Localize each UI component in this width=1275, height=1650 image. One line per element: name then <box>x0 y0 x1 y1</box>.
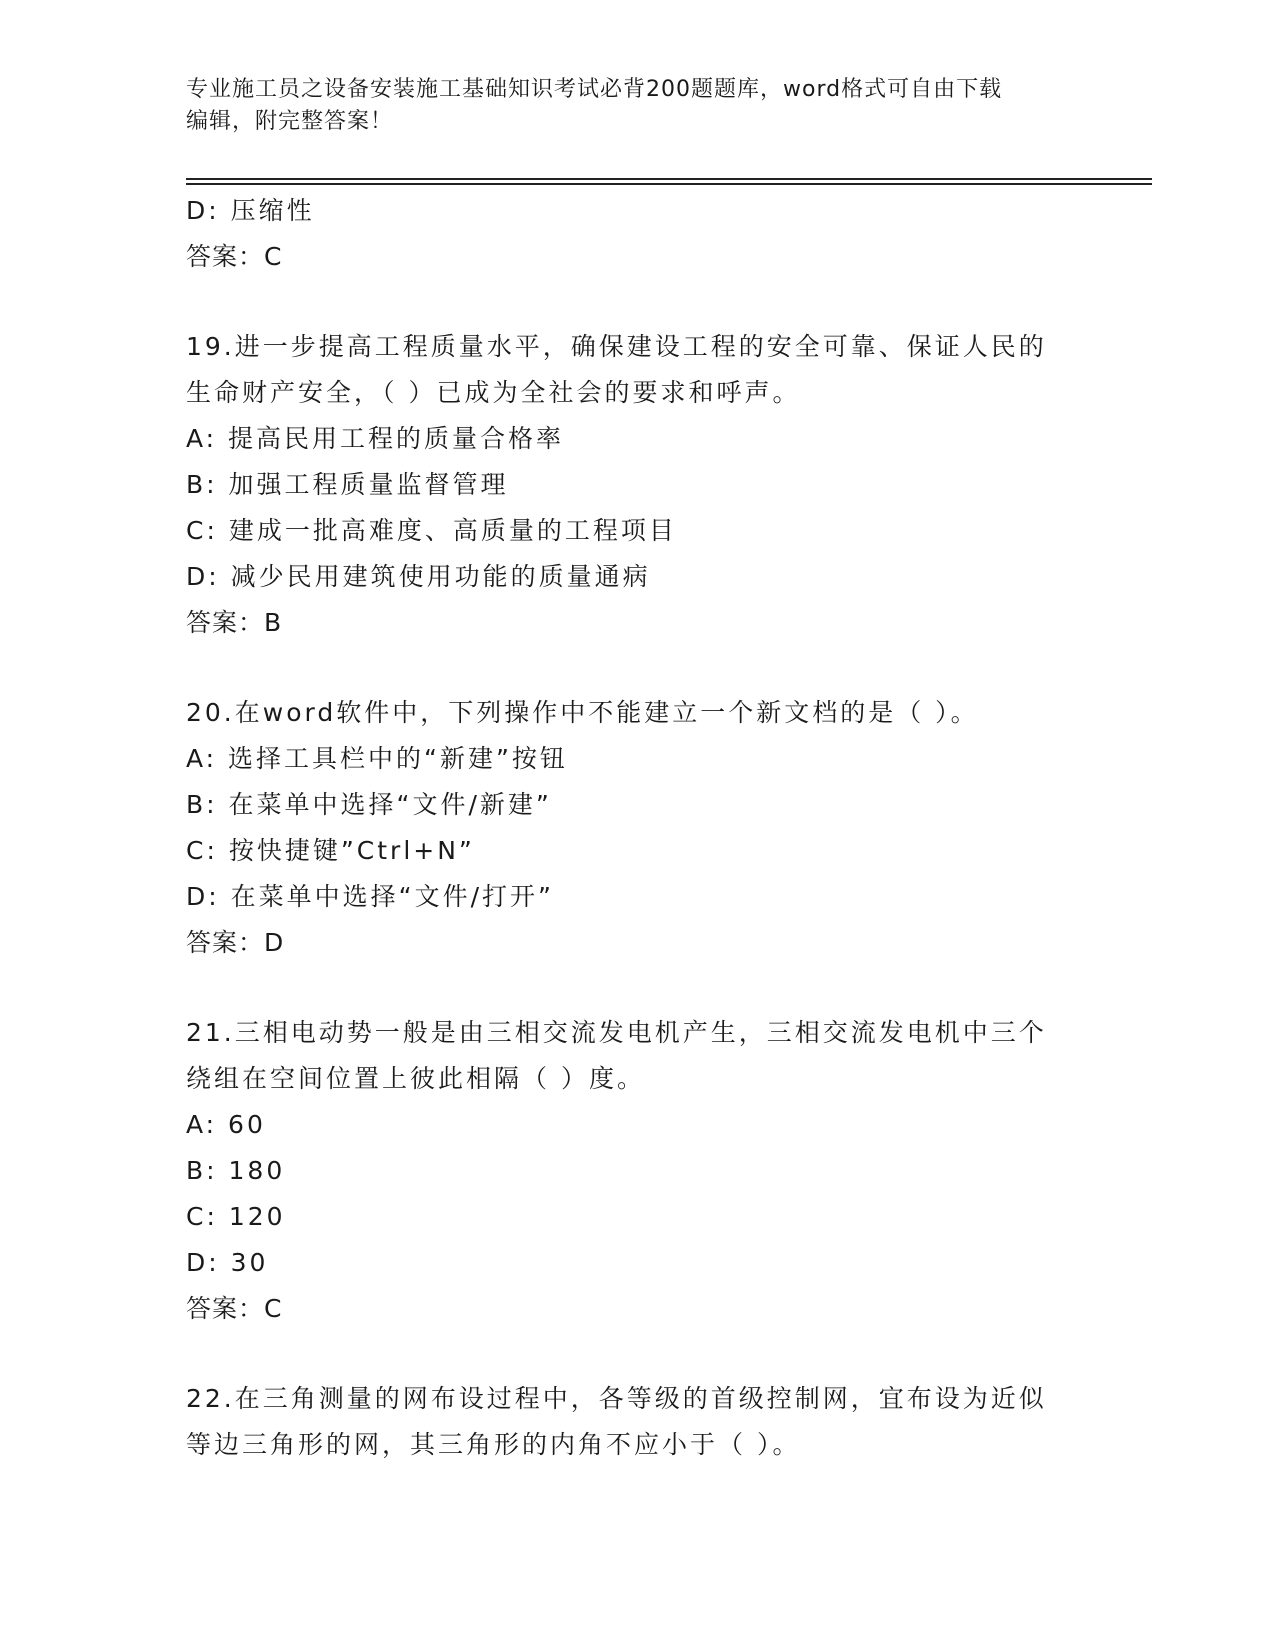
option-c: C: 建成一批高难度、高质量的工程项目 <box>186 516 677 545</box>
document-body <box>186 188 1086 1468</box>
header-line-1: 专业施工员之设备安装施工基础知识考试必背200题题库，word格式可自由下载 <box>186 77 1003 102</box>
question-stem-line: 生命财产安全，（ ）已成为全社会的要求和呼声。 <box>186 378 801 407</box>
question-stem-line: 绕组在空间位置上彼此相隔（ ）度。 <box>186 1064 645 1093</box>
answer-line: 答案：C <box>186 1294 283 1323</box>
question-stem-line: 22.在三角测量的网布设过程中，各等级的首级控制网，宜布设为近似 <box>186 1384 1047 1413</box>
answer-line: 答案：C <box>186 242 283 271</box>
option-b: B: 加强工程质量监督管理 <box>186 470 509 499</box>
option-b: B: 在菜单中选择“文件/新建” <box>186 790 552 819</box>
option-d: D: 减少民用建筑使用功能的质量通病 <box>186 562 651 591</box>
header-line-2: 编辑，附完整答案！ <box>186 109 394 134</box>
question-20 <box>186 690 1086 966</box>
option-a: A: 提高民用工程的质量合格率 <box>186 424 565 453</box>
answer-line: 答案：B <box>186 608 283 637</box>
answer-line: 答案：D <box>186 928 285 957</box>
option-c: C: 按快捷键”Ctrl+N” <box>186 836 475 865</box>
option-a: A: 60 <box>186 1110 266 1139</box>
option-d: D: 压缩性 <box>186 196 315 225</box>
header-divider-bottom <box>186 183 1152 185</box>
question-stem-line: 等边三角形的网，其三角形的内角不应小于（ ）。 <box>186 1430 801 1459</box>
question-19 <box>186 324 1086 646</box>
option-b: B: 180 <box>186 1156 286 1185</box>
question-21 <box>186 1010 1086 1332</box>
option-d: D: 在菜单中选择“文件/打开” <box>186 882 554 911</box>
question-22 <box>186 1376 1086 1468</box>
document-header <box>186 74 1066 138</box>
header-divider-top <box>186 178 1152 180</box>
option-a: A: 选择工具栏中的“新建”按钮 <box>186 744 568 773</box>
question-stem-line: 19.进一步提高工程质量水平，确保建设工程的安全可靠、保证人民的 <box>186 332 1047 361</box>
question-stem-line: 21.三相电动势一般是由三相交流发电机产生，三相交流发电机中三个 <box>186 1018 1047 1047</box>
question-stem-line: 20.在word软件中，下列操作中不能建立一个新文档的是（ ）。 <box>186 698 979 727</box>
option-d: D: 30 <box>186 1248 269 1277</box>
option-c: C: 120 <box>186 1202 286 1231</box>
carryover-question <box>186 188 1086 280</box>
